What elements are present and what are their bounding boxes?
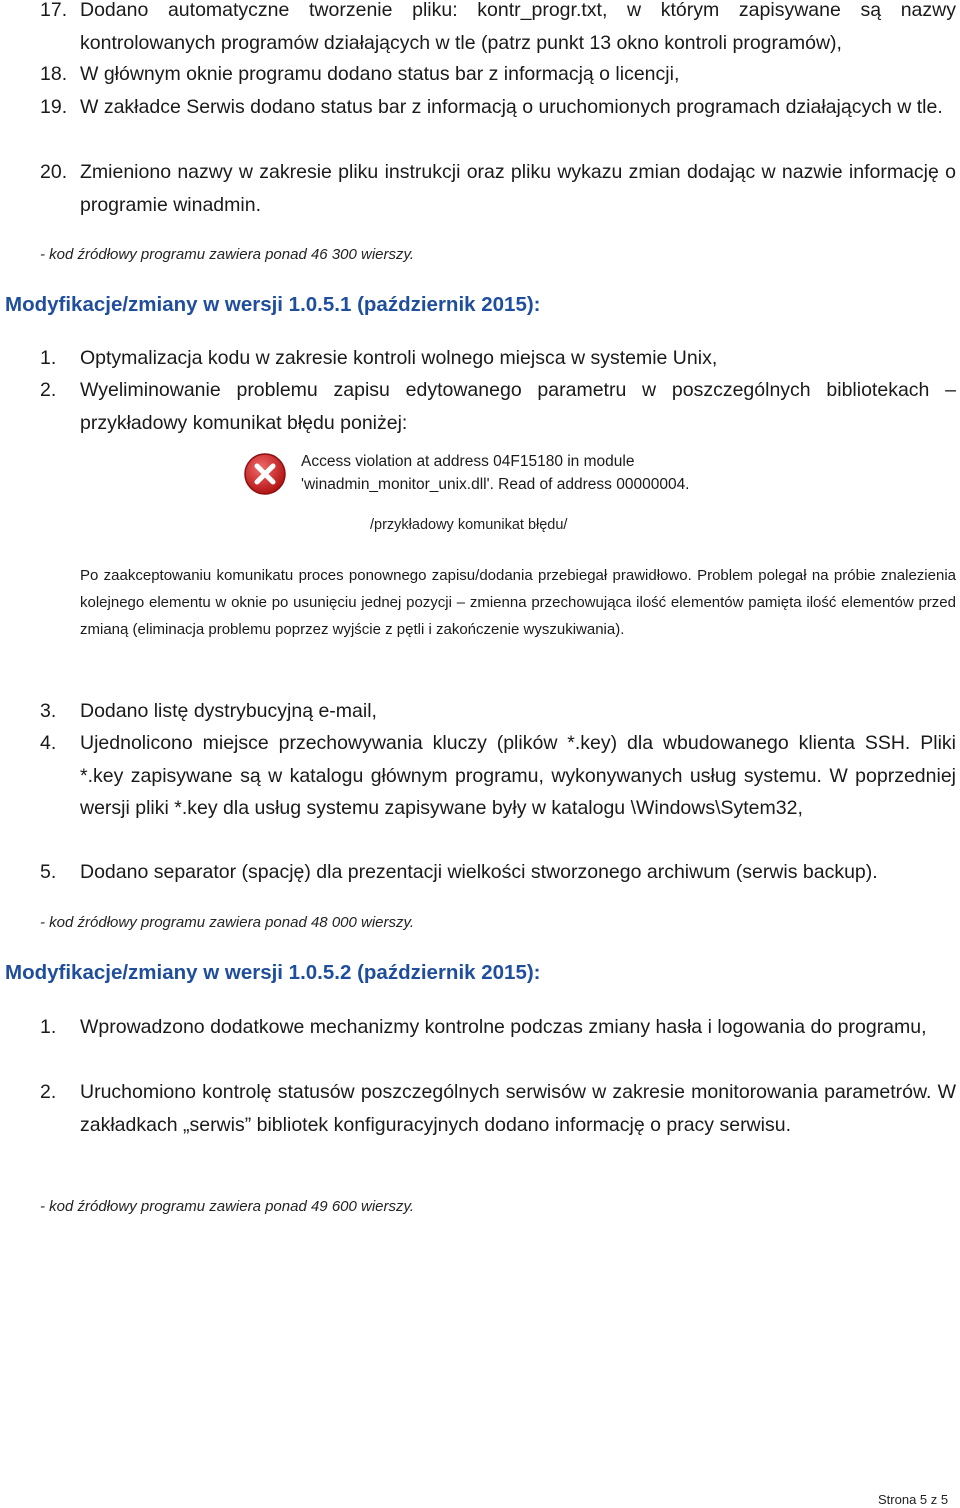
error-message-screenshot: [243, 450, 733, 498]
list-text: W głównym oknie programu dodano status bar z informacją o licencji,: [80, 63, 680, 85]
list-item-19: [40, 91, 956, 124]
list-item-2: [40, 374, 956, 439]
list-number: 2.: [40, 1081, 57, 1103]
list-text: W zakładce Serwis dodano status bar z informacją o uruchomionych programach działających w tle.: [80, 96, 943, 118]
explanation-paragraph: Po zaakceptowaniu komunikatu proces ponownego zapisu/dodania przebiegał prawidłowo. Problem polegał na próbie znalezienia kolejnego elementu w oknie po usunięciu jednej pozycji – zmienna przechowująca ilość elementów pamięta ilość elementów przed zmianą (eliminacja problemu poprzez wyjście z pętli i zakończenie wyszukiwania).: [80, 567, 956, 638]
list-item-3: [40, 695, 956, 728]
list-number: 20.: [40, 161, 68, 183]
source-code-note-1: - kod źródłowy programu zawiera ponad 46 300 wierszy.: [40, 246, 415, 263]
list-number: 2.: [40, 379, 57, 401]
list-number: 1.: [40, 347, 57, 369]
list-text: Zmieniono nazwy w zakresie pliku instrukcji oraz pliku wykazu zmian dodając w nazwie informację o programie winadmin.: [80, 161, 956, 216]
list-text: Optymalizacja kodu w zakresie kontroli wolnego miejsca w systemie Unix,: [80, 347, 718, 369]
list-number: 18.: [40, 63, 68, 85]
list-text: Uruchomiono kontrolę statusów poszczególnych serwisów w zakresie monitorowania parametrów. W zakładkach „serwis” bibliotek konfiguracyjnych dodano informację o pracy serwisu.: [80, 1081, 956, 1136]
list-text: Dodano listę dystrybucyjną e-mail,: [80, 700, 377, 722]
section-heading-1051: Modyfikacje/zmiany w wersji 1.0.5.1 (październik 2015):: [5, 293, 541, 316]
source-code-note-3: - kod źródłowy programu zawiera ponad 49 600 wierszy.: [40, 1198, 415, 1215]
list-text: Dodano automatyczne tworzenie pliku: kontr_progr.txt, w którym zapisywane są nazwy kontrolowanych programów działających w tle (patrz punkt 13 okno kontroli programów),: [80, 0, 956, 54]
section-heading-1052: Modyfikacje/zmiany w wersji 1.0.5.2 (październik 2015):: [5, 961, 541, 984]
list-number: 19.: [40, 96, 68, 118]
list-item-1: [40, 1011, 956, 1044]
list-item-18: [40, 58, 956, 91]
list-text: Wyeliminowanie problemu zapisu edytowanego parametru w poszczególnych bibliotekach – przykładowy komunikat błędu poniżej:: [80, 379, 956, 434]
error-line-2: 'winadmin_monitor_unix.dll'. Read of address 00000004.: [301, 476, 690, 493]
list-item-17: [40, 0, 956, 59]
list-text: Dodano separator (spację) dla prezentacji wielkości stworzonego archiwum (serwis backup).: [80, 861, 878, 883]
error-line-1: Access violation at address 04F15180 in module: [301, 453, 635, 470]
source-code-note-2: - kod źródłowy programu zawiera ponad 48 000 wierszy.: [40, 914, 415, 931]
list-item-4: [40, 727, 956, 825]
error-x-icon: [243, 452, 287, 496]
list-number: 4.: [40, 732, 57, 754]
list-text: Ujednolicono miejsce przechowywania kluczy (plików *.key) dla wbudowanego klienta SSH. Pliki *.key zapisywane są w katalogu głównym programu, wykonywanych usług systemu. W poprzedniej wersji pliki *.key dla usług systemu zapisywane były w katalogu \Windows\Sytem32,: [80, 732, 956, 819]
list-number: 5.: [40, 861, 57, 883]
page-number-footer: Strona 5 z 5: [878, 1492, 949, 1507]
list-number: 1.: [40, 1016, 57, 1038]
figure-caption: /przykładowy komunikat błędu/: [370, 517, 568, 533]
list-item-1: [40, 342, 956, 375]
list-item-20: [40, 156, 956, 221]
list-item-2: [40, 1076, 956, 1141]
list-text: Wprowadzono dodatkowe mechanizmy kontrolne podczas zmiany hasła i logowania do programu,: [80, 1016, 927, 1038]
list-number: 3.: [40, 700, 57, 722]
list-number: 17.: [40, 0, 68, 21]
list-item-5: [40, 856, 956, 889]
